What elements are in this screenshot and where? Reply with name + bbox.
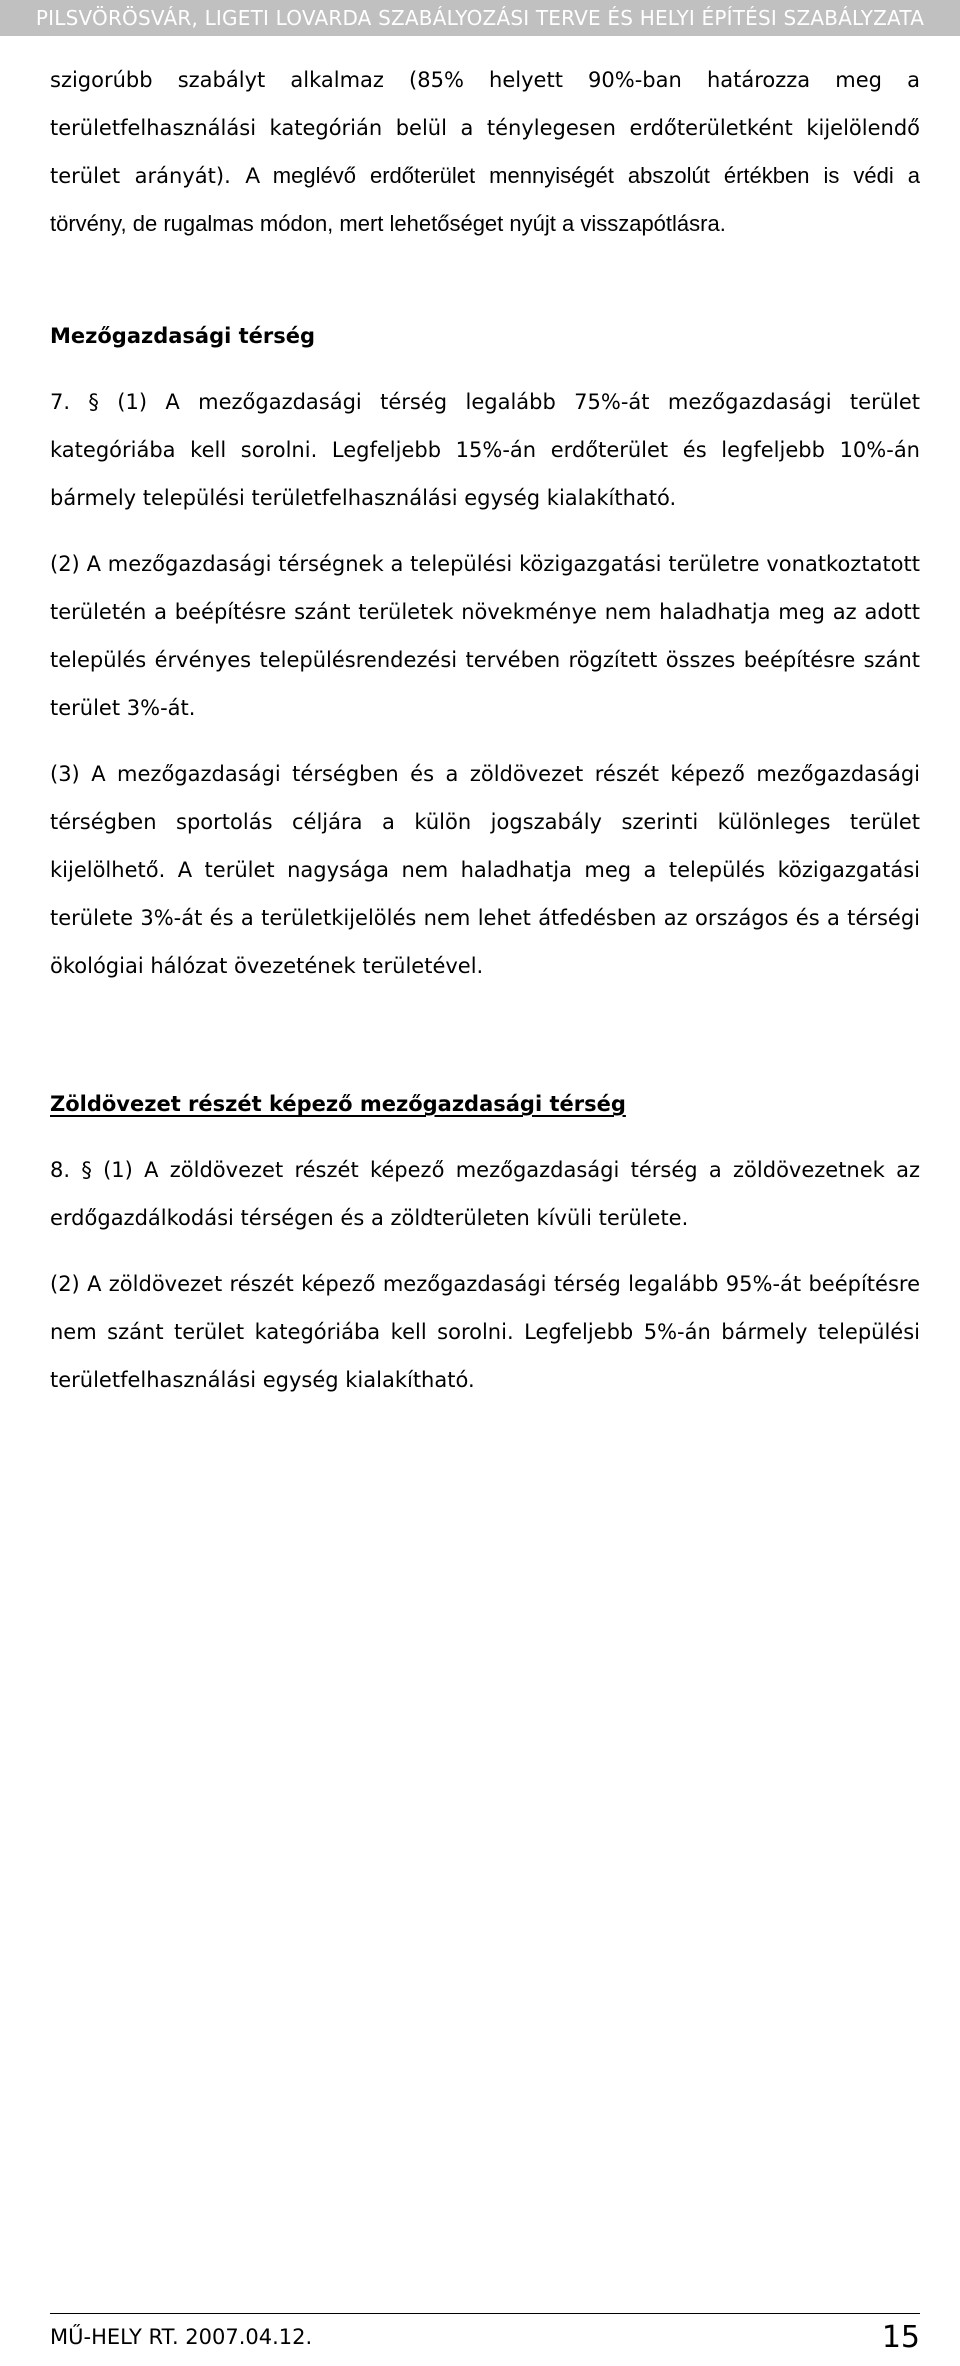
section-7-paragraph-1-part-b: Legfeljebb 15%-án erdőterület és legfeljebb 10%-án bármely települési területfelhasználási egység kialakítható. xyxy=(50,438,920,510)
intro-paragraph-part-b: A meglévő erdőterület mennyiségét abszolút értékben is védi a törvény, de rugalmas módon, mert lehetőséget nyújt a visszapótlásra. xyxy=(50,163,920,236)
section-heading-zoldovezet: Zöldövezet részét képező mezőgazdasági térség xyxy=(50,1092,626,1116)
running-header-title: PILSVÖRÖSVÁR, LIGETI LOVARDA SZABÁLYOZÁSI TERVE ÉS HELYI ÉPÍTÉSI SZABÁLYZATA xyxy=(35,6,925,30)
footer-company-date: MŰ-HELY RT. 2007.04.12. xyxy=(50,2325,313,2349)
footer-divider xyxy=(50,2313,920,2314)
intro-paragraph xyxy=(50,56,920,248)
section-7-paragraph-3-part-b: A terület nagysága nem haladhatja meg a település közigazgatási területe 3%-át és a területkijelölés nem lehet átfedésben az országos és a térségi ökológiai hálózat övezetének területével. xyxy=(50,858,920,978)
section-7-paragraph-1-part-a: 7. § (1) A mezőgazdasági térség legalább 75%-át mezőgazdasági terület kategóriába kell sorolni. xyxy=(50,390,920,462)
section-7-paragraph-3 xyxy=(50,750,920,990)
page-number: 15 xyxy=(881,2320,920,2355)
section-8-paragraph-2: (2) A zöldövezet részét képező mezőgazdasági térség legalább 95%-át beépítésre nem szánt terület kategóriába kell sorolni. Legfeljebb 5%-án bármely települési területfelhasználási egység kialakítható. xyxy=(50,1272,920,1392)
section-heading-mezogazdasagi-terseg: Mezőgazdasági térség xyxy=(50,324,316,348)
section-7-paragraph-1 xyxy=(50,378,920,522)
running-header-bar xyxy=(0,0,960,36)
document-body xyxy=(50,56,920,1404)
section-7-paragraph-3-part-a: (3) A mezőgazdasági térségben és a zöldövezet részét képező mezőgazdasági térségben sportolás céljára a külön jogszabály szerinti különleges terület kijelölhető. xyxy=(50,762,920,882)
section-8-paragraph-1: 8. § (1) A zöldövezet részét képező mezőgazdasági térség a zöldövezetnek az erdőgazdálkodási térségen és a zöldterületen kívüli területe. xyxy=(50,1158,920,1230)
section-7-paragraph-2: (2) A mezőgazdasági térségnek a települési közigazgatási területre vonatkoztatott területén a beépítésre szánt területek növekménye nem haladhatja meg az adott település érvényes településrendezési tervében rögzített összes beépítésre szánt terület 3%-át. xyxy=(50,552,920,720)
intro-paragraph-part-a: szigorúbb szabályt alkalmaz (85% helyett 90%-ban határozza meg a területfelhasználási kategórián belül a ténylegesen erdőterületként kijelölendő terület arányát). xyxy=(50,68,920,188)
